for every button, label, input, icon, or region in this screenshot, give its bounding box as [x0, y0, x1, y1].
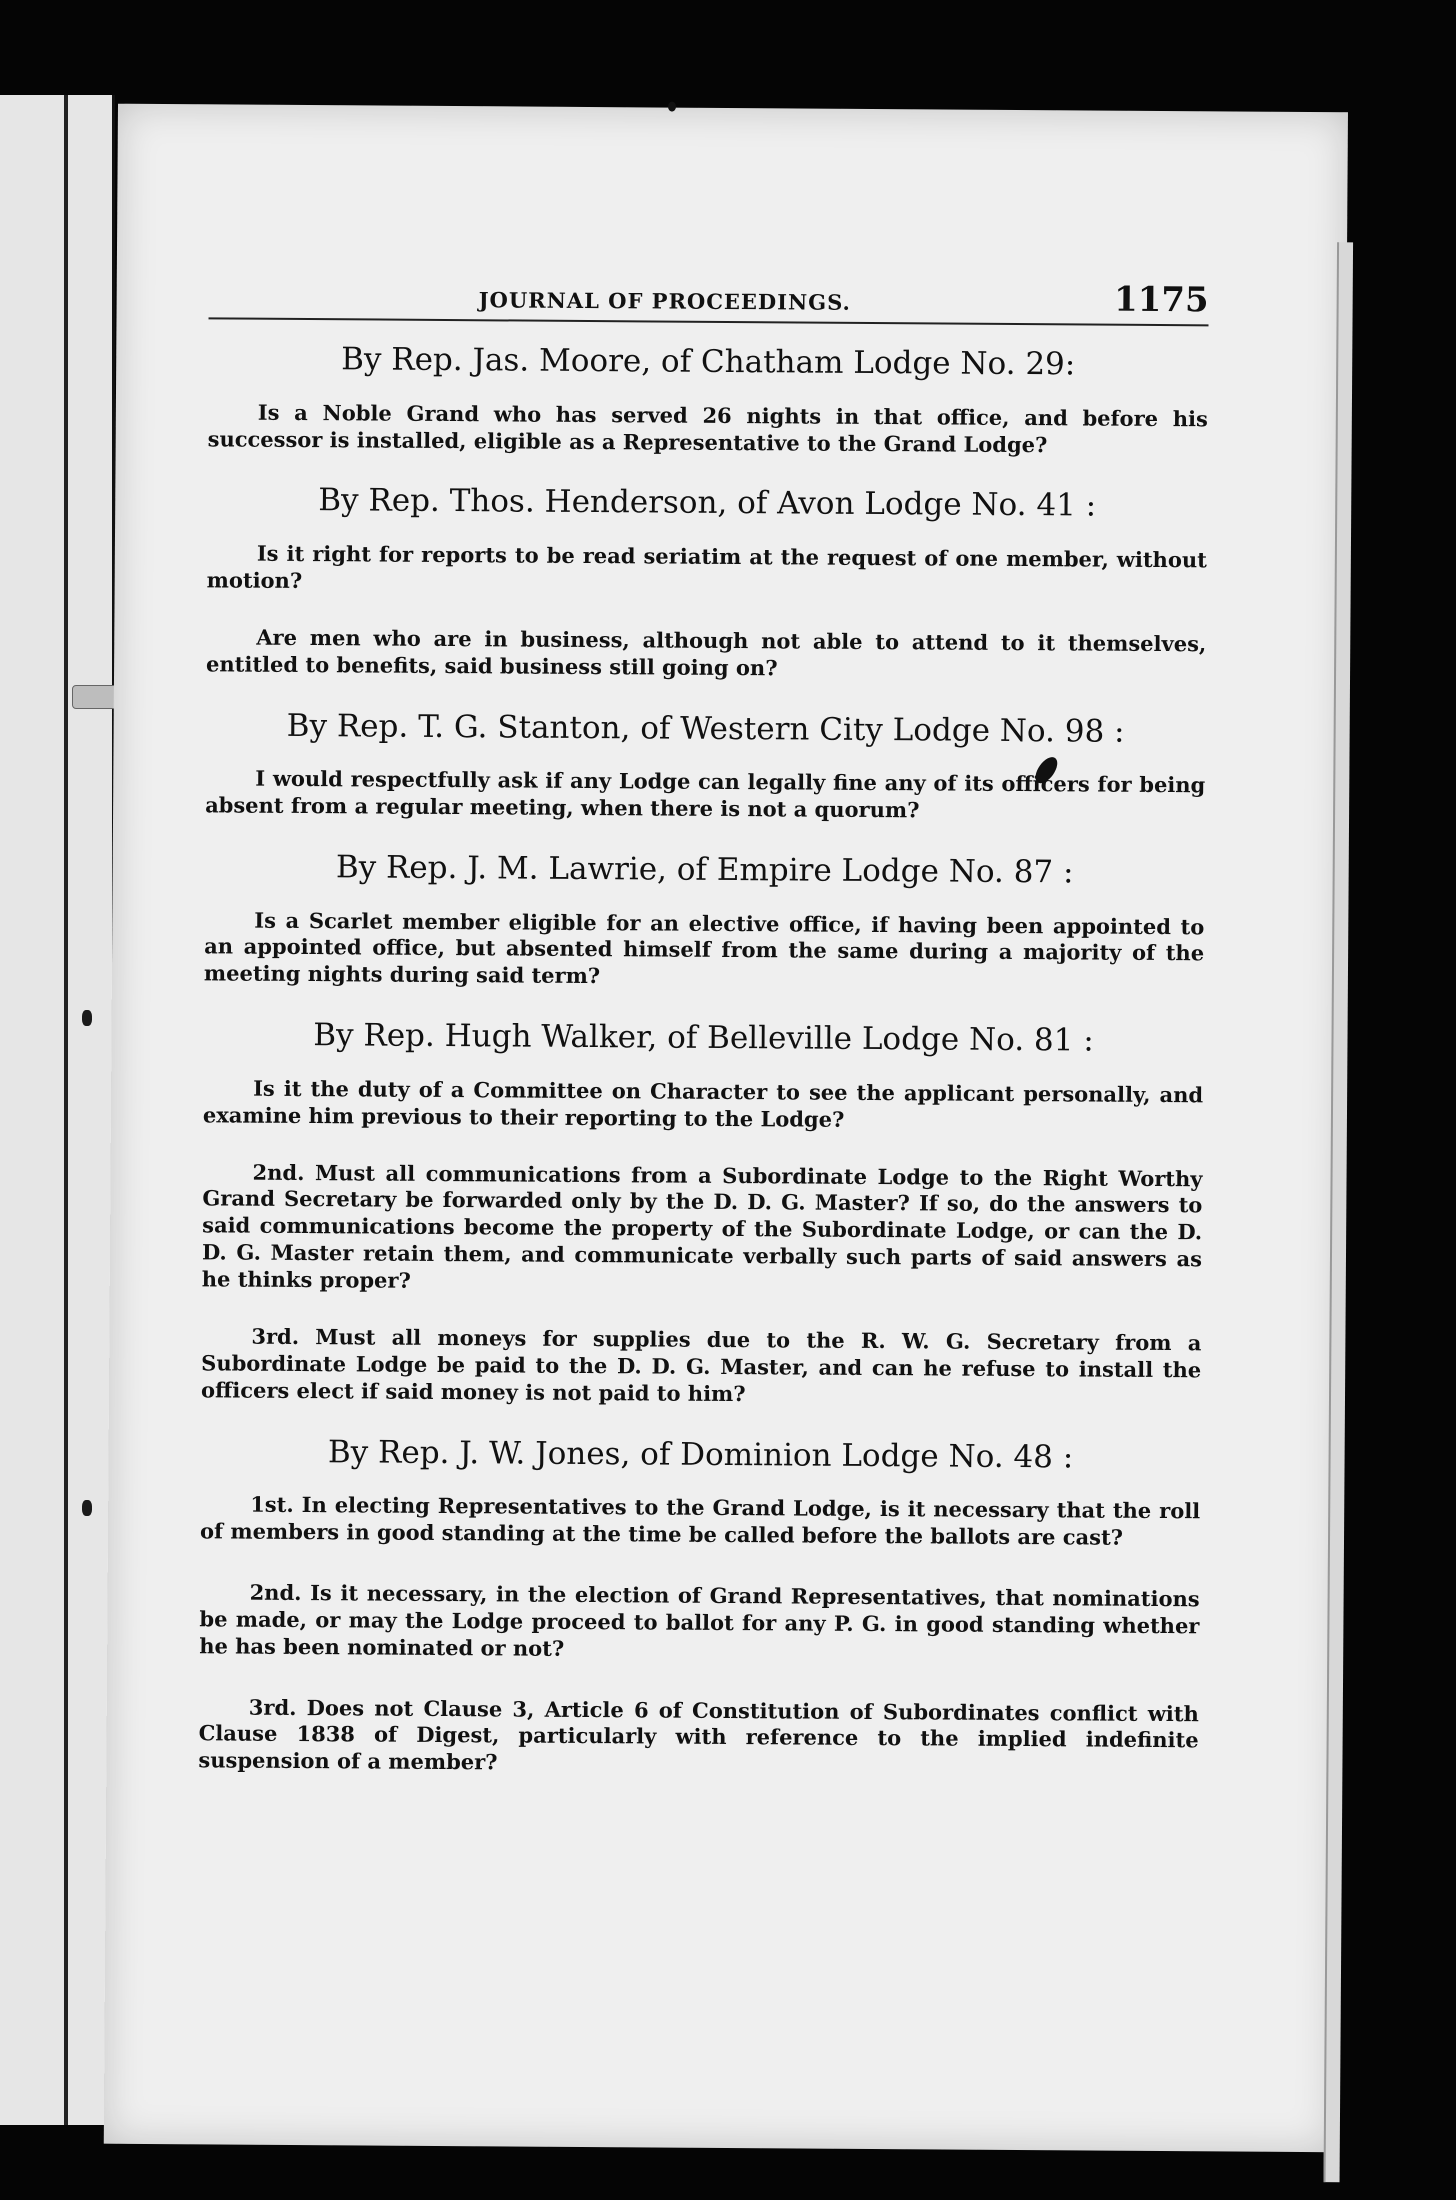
question-paragraph: Are men who are in business, although not able to attend to it themselves, entitled to benefits, said business still going on? [206, 624, 1207, 680]
page-content [198, 269, 1209, 1815]
section-heading: By Rep. J. M. Lawrie, of Empire Lodge No. 87 : [335, 849, 1074, 891]
section-heading: By Rep. J. W. Jones, of Dominion Lodge No. 48 : [327, 1433, 1074, 1475]
question-paragraph: 2nd. Is it necessary, in the election of Grand Representatives, that nominations be made, or may the Lodge proceed to ballot for any P. G. in good standing whether he has been nominated or not? [199, 1579, 1200, 1661]
ink-speck [668, 102, 676, 112]
question-paragraph: 2nd. Must all communications from a Subordinate Lodge to the Right Worthy Grand Secretary be forwarded only by the D. D. G. Master? If so, do the answers to said communications become the property of the Subordinate Lodge, or can the D. D. G. Master retain them, and communicate verbally such parts of said answers as he thinks proper? [201, 1159, 1203, 1293]
question-paragraph: Is it right for reports to be read seriatim at the request of one member, without motion? [206, 540, 1207, 593]
question-paragraph: Is it the duty of a Committee on Character to see the applicant personally, and examine him previous to their reporting to the Lodge? [202, 1075, 1204, 1132]
question-paragraph: I would respectfully ask if any Lodge can legally fine any of its officers for being absent from a regular meeting, when there is not a quorum? [205, 765, 1206, 823]
binding-line [64, 95, 68, 2125]
section-heading: By Rep. Hugh Walker, of Belleville Lodge No. 81 : [313, 1017, 1094, 1059]
question-paragraph: Is a Scarlet member eligible for an elective office, if having been appointed to an appointed office, but absented himself from the same during a majority of the meeting nights during said term? [203, 907, 1205, 989]
left-page-edge [0, 95, 115, 2125]
section-heading: By Rep. Thos. Henderson, of Avon Lodge No. 41 : [318, 482, 1097, 524]
running-head [209, 269, 1209, 326]
margin-mark [82, 1500, 92, 1516]
question-paragraph: 3rd. Must all moneys for supplies due to the R. W. G. Secretary from a Subordinate Lodge be paid to the D. D. G. Master, and can he refuse to install the officers elect if said money is not paid to him? [200, 1323, 1202, 1406]
margin-mark [82, 1010, 92, 1026]
page-number: 1175 [1113, 279, 1209, 321]
question-paragraph: 1st. In electing Representatives to the Grand Lodge, is it necessary that the roll of members in good standing at the time be called before the ballots are cast? [199, 1491, 1201, 1550]
document-page [104, 104, 1348, 2153]
page-right-edge [1324, 242, 1354, 2182]
section-heading: By Rep. T. G. Stanton, of Western City Lodge No. 98 : [286, 707, 1125, 750]
question-paragraph: Is a Noble Grand who has served 26 nights in that office, and before his successor is installed, eligible as a Representative to the Grand Lodge? [207, 399, 1208, 457]
journal-title: JOURNAL OF PROCEEDINGS. [478, 287, 851, 315]
question-paragraph: 3rd. Does not Clause 3, Article 6 of Constitution of Subordinates conflict with Clause 1838 of Digest, particularly with reference to the implied indefinite suspension of a member? [198, 1694, 1199, 1775]
section-heading: By Rep. Jas. Moore, of Chatham Lodge No. 29: [341, 341, 1076, 383]
